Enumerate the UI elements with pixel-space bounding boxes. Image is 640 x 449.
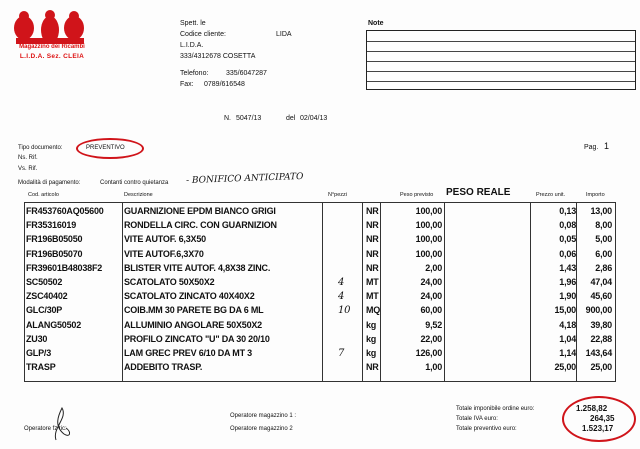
cell-description: ALLUMINIO ANGOLARE 50X50X2 — [124, 319, 262, 330]
logo-line1: Magazzino dei Ricambi — [19, 44, 85, 50]
cell-pieces: 7 — [338, 348, 345, 359]
cell-code: ZU30 — [26, 333, 48, 344]
cell-unit: NR — [366, 220, 379, 231]
cell-code: TRASP — [26, 362, 56, 373]
cell-amount: 13,00 — [590, 206, 612, 216]
cell-code: SC50502 — [26, 277, 63, 287]
ns-rif-label: Ns. Rif. — [18, 155, 38, 161]
red-circle-totals — [562, 396, 636, 442]
cell-unit: kg — [366, 333, 377, 344]
cell-weight: 1,00 — [425, 362, 442, 373]
cell-description: GUARNIZIONE EPDM BIANCO GRIGI — [124, 206, 276, 216]
cell-pieces: 4 — [338, 291, 345, 303]
cell-unit: kg — [366, 348, 377, 358]
cell-amount: 25,00 — [590, 362, 612, 373]
cell-unit: NR — [366, 262, 379, 273]
col-divider — [122, 203, 123, 381]
cell-weight: 2,00 — [425, 262, 442, 273]
cell-description: RONDELLA CIRC. CON GUARNIZION — [124, 220, 277, 231]
col-divider — [576, 203, 577, 381]
header-description: Descrizione — [124, 192, 153, 198]
cell-amount: 2,86 — [595, 262, 612, 273]
cell-code: ZSC40402 — [26, 291, 68, 302]
notes-label: Note — [368, 20, 384, 27]
cell-unit-price: 1,04 — [559, 333, 576, 344]
cell-code: ALANG50502 — [26, 319, 82, 330]
cell-description: PROFILO ZINCATO "U" DA 30 20/10 — [124, 333, 270, 344]
cell-unit: NR — [366, 234, 379, 245]
cell-unit-price: 0,08 — [559, 220, 576, 231]
cell-weight: 9,52 — [425, 319, 442, 330]
customer-phone-line: 333/4312678 COSETTA — [180, 53, 256, 60]
cell-amount: 5,00 — [595, 234, 612, 245]
fax-value: 0789/616548 — [204, 81, 245, 88]
header-real-weight: PESO REALE — [446, 187, 511, 198]
doc-date: 02/04/13 — [300, 115, 328, 122]
total-vat-label: Totale IVA euro: — [456, 416, 498, 422]
header-pieces: N°pezzi — [328, 192, 348, 198]
cell-unit-price: 25,00 — [554, 362, 576, 373]
cell-weight: 100,00 — [415, 220, 442, 231]
doc-type: PREVENTIVO — [86, 145, 125, 151]
cell-unit: kg — [366, 319, 377, 330]
doc-number: 5047/13 — [236, 115, 262, 122]
cell-description: ADDEBITO TRASP. — [124, 362, 203, 373]
col-divider — [362, 203, 363, 381]
cell-amount: 143,64 — [585, 348, 612, 358]
doc-type-label: Tipo documento: — [18, 145, 63, 151]
payment-label: Modalità di pagamento: — [18, 180, 81, 186]
warehouse-operator-1: Operatore magazzino 1 : — [230, 413, 297, 419]
cell-unit-price: 1,14 — [559, 348, 576, 358]
cell-description: SCATOLATO 50X50X2 — [124, 277, 215, 287]
operator-label: Operatore fz tic: — [24, 426, 67, 432]
total-label: Totale preventivo euro: — [456, 426, 517, 432]
doc-number-label: N. — [224, 115, 231, 122]
cell-unit-price: 1,43 — [559, 262, 576, 273]
customer-code-label: Codice cliente: — [180, 31, 226, 38]
page-label: Pag. — [584, 144, 599, 151]
cell-description: VITE AUTOF.6,3X70 — [124, 248, 204, 259]
cell-amount: 45,60 — [590, 291, 612, 302]
cell-description: SCATOLATO ZINCATO 40X40X2 — [124, 291, 255, 302]
signature — [50, 404, 74, 442]
cell-code: FR196B05070 — [26, 248, 83, 259]
customer-name: L.I.D.A. — [180, 42, 204, 49]
header-amount: Importo — [586, 192, 605, 198]
vs-rif-label: Vs. Rif. — [18, 166, 38, 172]
cell-pieces: 10 — [338, 305, 351, 317]
fax-label: Fax: — [180, 81, 194, 88]
cell-description: VITE AUTOF. 6,3X50 — [124, 234, 206, 245]
total-amount: 1.523,17 — [582, 424, 614, 433]
col-divider — [615, 203, 616, 381]
header-code: Cod. articolo — [28, 192, 59, 198]
cell-weight: 22,00 — [420, 333, 442, 344]
cell-unit-price: 1,96 — [559, 277, 576, 287]
col-divider — [530, 203, 531, 381]
table-bottom-border — [24, 381, 616, 382]
col-divider — [444, 203, 445, 381]
spett-label: Spett. le — [180, 20, 206, 27]
col-divider — [380, 203, 381, 381]
cell-unit: MT — [366, 291, 379, 302]
cell-weight: 60,00 — [420, 305, 442, 316]
tel-value: 335/6047287 — [226, 70, 267, 77]
cell-code: GLC/30P — [26, 305, 63, 316]
logo-line2: L.I.D.A. Sez. CLEIA — [19, 53, 85, 60]
cell-code: FR196B05050 — [26, 234, 83, 245]
cell-weight: 24,00 — [420, 277, 442, 287]
cell-pieces: 4 — [338, 277, 345, 288]
payment-method: Contanti contro quietanza — [100, 180, 169, 186]
tel-label: Telefono: — [180, 70, 209, 77]
doc-date-label: del — [286, 115, 296, 122]
customer-code: LIDA — [276, 31, 292, 38]
cell-amount: 8,00 — [595, 220, 612, 231]
red-circle-doc-type — [76, 138, 144, 159]
page-number: 1 — [604, 141, 610, 151]
col-divider — [322, 203, 323, 381]
cell-description: COIB.MM 30 PARETE BG DA 6 ML — [124, 305, 264, 316]
total-taxable-label: Totale imponibile ordine euro: — [456, 406, 535, 412]
cell-unit-price: 0,05 — [559, 234, 576, 245]
header-weight: Peso previsto — [400, 192, 434, 198]
cell-unit-price: 0,06 — [559, 248, 576, 259]
cell-unit: NR — [366, 248, 379, 259]
cell-amount: 6,00 — [595, 248, 612, 259]
notes-box — [366, 30, 636, 90]
header-unit-price: Prezzo unit. — [536, 192, 566, 198]
cell-description: BLISTER VITE AUTOF. 4,8X38 ZINC. — [124, 262, 271, 273]
cell-code: GLP/3 — [26, 348, 52, 358]
table-top-border — [24, 202, 616, 203]
cell-unit: MT — [366, 277, 379, 287]
total-taxable: 1.258,82 — [576, 404, 608, 413]
cell-weight: 24,00 — [420, 291, 442, 302]
cell-amount: 39,80 — [590, 319, 612, 330]
total-vat: 264,35 — [590, 414, 615, 423]
cell-amount: 47,04 — [590, 277, 612, 287]
cell-weight: 126,00 — [415, 348, 442, 358]
cell-amount: 900,00 — [585, 305, 612, 316]
handwritten-payment: - BONIFICO ANTICIPATO — [185, 171, 304, 187]
cell-unit-price: 15,00 — [554, 305, 576, 316]
cell-unit: MQ — [366, 305, 381, 316]
cell-code: FR35316019 — [26, 220, 77, 231]
cell-unit-price: 0,13 — [559, 206, 576, 216]
cell-amount: 22,88 — [590, 333, 612, 344]
cell-code: FR453760AQ05600 — [26, 206, 104, 216]
cell-description: LAM GREC PREV 6/10 DA MT 3 — [124, 348, 252, 358]
cell-unit-price: 4,18 — [559, 319, 576, 330]
cell-unit: NR — [366, 362, 379, 373]
cell-unit-price: 1,90 — [559, 291, 576, 302]
cell-weight: 100,00 — [415, 248, 442, 259]
cell-weight: 100,00 — [415, 206, 442, 216]
cell-unit: NR — [366, 206, 379, 216]
cell-code: FR39601B48038F2 — [26, 262, 103, 273]
cell-weight: 100,00 — [415, 234, 442, 245]
warehouse-operator-2: Operatore magazzino 2 — [230, 426, 293, 432]
col-divider — [24, 203, 25, 381]
